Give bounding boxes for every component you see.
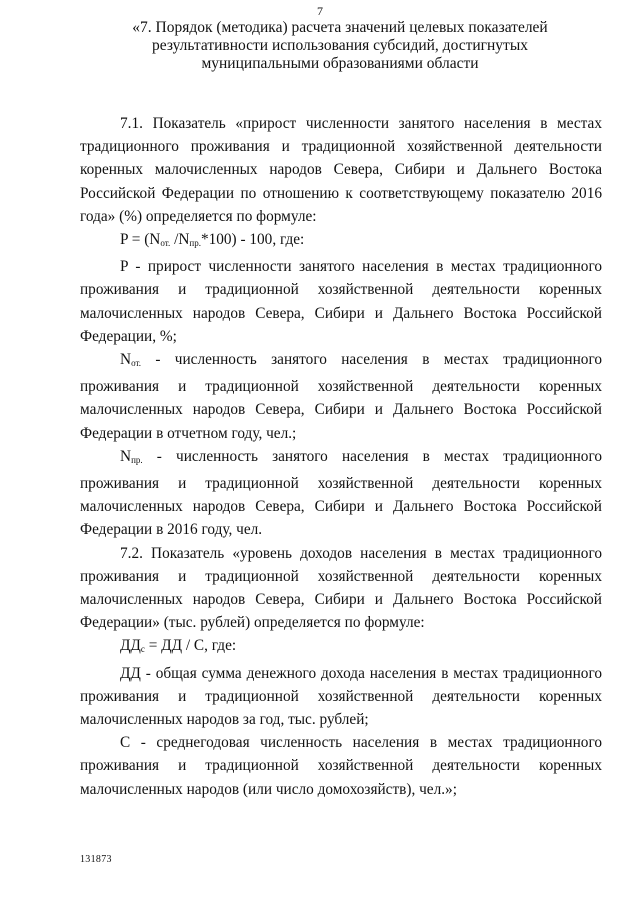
formula-1-rhs: *100) - 100, где: xyxy=(200,231,305,249)
formula-1 xyxy=(80,228,602,255)
formula-2-rhs: = ДД / С, где: xyxy=(144,637,237,655)
paragraph-7-2: 7.2. Показатель «уровень доходов населения в местах традиционного проживания и традиционной хозяйственной деятельности коренных малочисленных народов Севера, Сибири и Дальнего Востока Российской Федерации» (тыс. рублей) определяется по формуле: xyxy=(80,544,602,632)
definition-n-ot xyxy=(80,348,602,445)
page-number: 7 xyxy=(317,4,323,18)
footer-document-code: 131873 xyxy=(80,854,112,865)
definition-n-pr xyxy=(80,445,602,542)
paragraph-7-1: 7.1. Показатель «прирост численности занятого населения в местах традиционного проживания и традиционной хозяйственной деятельности коренных малочисленных народов Севера, Сибири и Дальнего Востока Российской Федерации по отношению к соответствующему показателю 2016 года» (%) определяется по формуле: xyxy=(80,115,602,225)
definition-n-ot-symbol: N xyxy=(120,351,132,369)
definition-n-pr-sub: пр. xyxy=(131,454,143,465)
formula-2-sub: с xyxy=(140,644,145,655)
definition-n-pr-symbol: N xyxy=(120,447,132,465)
definition-p: P - прирост численности занятого населения в местах традиционного проживания и традиционной хозяйственной деятельности коренных малочисленных народов Севера, Сибири и Дальнего Востока Российской Федерации, %; xyxy=(80,258,602,345)
formula-1-sub-ot: от. xyxy=(160,238,171,249)
definition-n-pr-text: - численность занятого населения в местах традиционного проживания и традиционной хозяйственной деятельности коренных малочисленных народов Севера, Сибири и Дальнего Востока Российской Федерации в 2016 году, чел. xyxy=(80,447,602,539)
formula-2 xyxy=(80,634,602,661)
formula-1-sub-pr: пр. xyxy=(189,238,201,249)
section-heading: «7. Порядок (методика) расчета значений целевых показателей результативности использования субсидий, достигнутых муниципальными образованиями области xyxy=(132,19,548,72)
definition-n-ot-sub: от. xyxy=(131,358,141,369)
formula-2-lhs: ДД xyxy=(120,637,141,655)
definition-n-ot-text: - численность занятого населения в местах традиционного проживания и традиционной хозяйственной деятельности коренных малочисленных народов Севера, Сибири и Дальнего Востока Российской Федерации в отчетном году, чел.; xyxy=(80,351,602,442)
document-body xyxy=(80,112,602,801)
definition-dd: ДД - общая сумма денежного дохода населения в местах традиционного проживания и традиционной хозяйственной деятельности коренных малочисленных народов за год, тыс. рублей; xyxy=(80,664,602,729)
formula-1-lhs: P = (N xyxy=(120,231,161,249)
definition-c: С - среднегодовая численность населения в местах традиционного проживания и традиционной хозяйственной деятельности коренных малочисленных народов (или число домохозяйств), чел.»; xyxy=(80,734,602,798)
formula-1-mid: /N xyxy=(170,231,190,249)
